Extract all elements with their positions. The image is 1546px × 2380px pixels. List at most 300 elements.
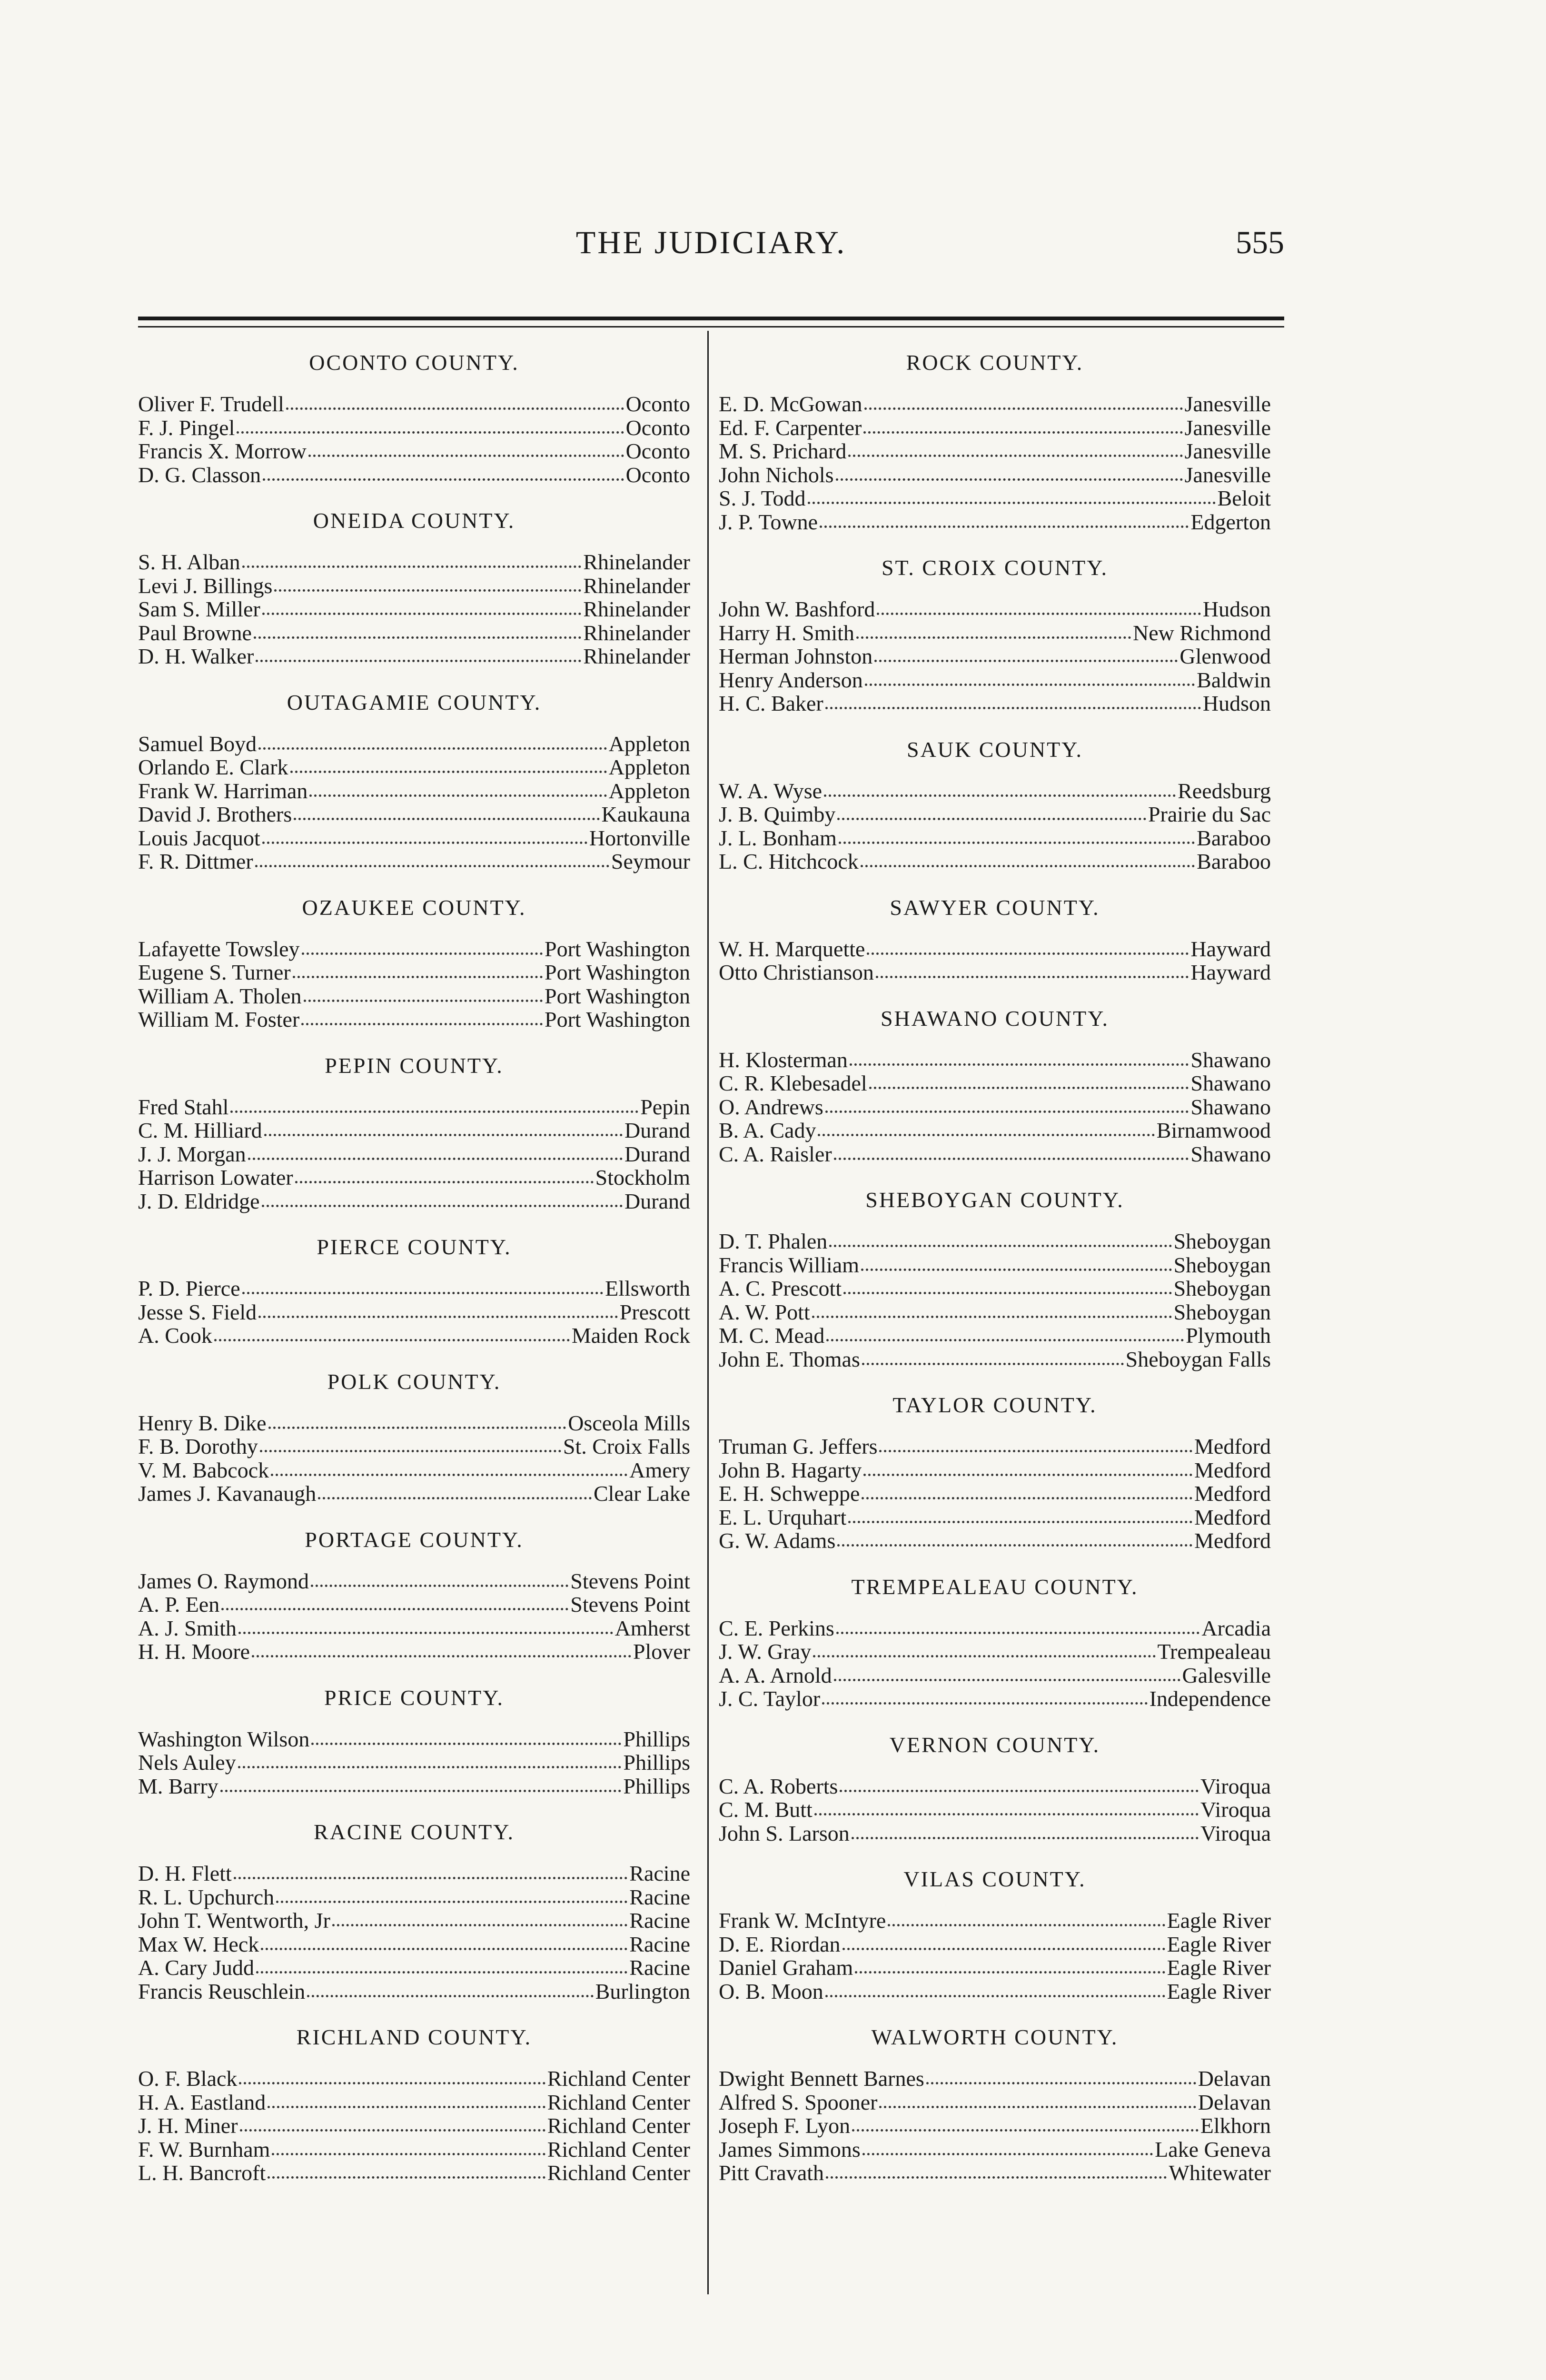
judge-name: Frank W. McIntyre (719, 1908, 886, 1933)
judge-residence: Oconto (625, 415, 690, 440)
dot-leader (814, 1813, 1199, 1815)
dot-leader (826, 1339, 1184, 1341)
judge-name: Samuel Boyd (138, 731, 257, 756)
judge-name: H. H. Moore (138, 1639, 250, 1664)
dot-leader (879, 2106, 1196, 2108)
judge-name: H. C. Baker (719, 691, 823, 715)
judge-residence: Sheboygan (1173, 1299, 1271, 1324)
judge-residence: Racine (629, 1884, 690, 1909)
dot-leader (824, 794, 1176, 797)
dot-leader (294, 818, 599, 820)
dot-leader (837, 1544, 1192, 1547)
judge-name: J. D. Eldridge (138, 1189, 260, 1213)
judge-name: Francis X. Morrow (138, 439, 307, 463)
dot-leader (874, 660, 1178, 662)
dot-leader (852, 1837, 1199, 1839)
judge-residence: Pepin (640, 1094, 690, 1119)
judge-entry (138, 645, 690, 668)
judge-name: C. M. Butt (719, 1797, 813, 1822)
column-divider (707, 331, 709, 2294)
judge-residence: Birnamwood (1156, 1118, 1271, 1142)
judge-entry (138, 1008, 690, 1031)
dot-leader (272, 2153, 545, 2155)
dot-leader (220, 1790, 622, 1792)
judge-name: J. J. Morgan (138, 1141, 246, 1166)
judge-name: O. Andrews (719, 1094, 823, 1119)
dot-leader (238, 1766, 622, 1768)
judge-residence: Medford (1194, 1434, 1271, 1458)
judge-entry (138, 1909, 690, 1933)
judge-entry (719, 597, 1271, 621)
judge-name: Herman Johnston (719, 644, 873, 668)
judge-entry (138, 1411, 690, 1435)
dot-leader (309, 794, 606, 797)
judge-entry (138, 1640, 690, 1664)
dot-leader (240, 2129, 545, 2132)
page-title: THE JUDICIARY. (575, 224, 847, 260)
judge-name: John S. Larson (719, 1821, 850, 1845)
dot-leader (869, 1087, 1189, 1089)
judge-residence: Medford (1194, 1528, 1271, 1553)
judge-residence: Sheboygan (1173, 1252, 1271, 1277)
judge-name: F. R. Dittmer (138, 849, 253, 873)
judge-residence: Stevens Point (570, 1568, 690, 1593)
judge-name: R. L. Upchurch (138, 1884, 275, 1909)
judge-entry (719, 2067, 1271, 2091)
judge-name: Alfred S. Spooner (719, 2090, 878, 2114)
judge-residence: Shawano (1190, 1094, 1271, 1119)
judge-name: H. Klosterman (719, 1047, 848, 1072)
judge-entry (719, 1980, 1271, 2003)
judge-entry (138, 2114, 690, 2138)
dot-leader (863, 1474, 1192, 1476)
county-heading: PEPIN COUNTY. (325, 1053, 504, 1078)
judge-residence: Janesville (1184, 392, 1271, 416)
judge-residence: Galesville (1182, 1663, 1271, 1687)
dot-leader (214, 1339, 570, 1341)
judge-entry (138, 1324, 690, 1348)
judge-entry (138, 1142, 690, 1166)
dot-leader (234, 1877, 628, 1879)
judge-residence: Rhinelander (583, 550, 690, 574)
judge-name: W. A. Wyse (719, 778, 823, 803)
judge-residence: Hayward (1190, 960, 1271, 984)
county-heading: RACINE COUNTY. (314, 1820, 515, 1844)
judge-entry (138, 1956, 690, 1980)
dot-leader (254, 636, 581, 639)
judge-name: W. H. Marquette (719, 936, 865, 961)
dot-leader (304, 1000, 543, 1002)
county-section (719, 984, 1271, 1166)
judge-name: Dwight Bennett Barnes (719, 2066, 924, 2091)
county-heading: TREMPEALEAU COUNTY. (851, 1574, 1139, 1599)
judge-residence: Elkhorn (1200, 2113, 1271, 2138)
judge-residence: Sheboygan Falls (1125, 1347, 1271, 1371)
judge-entry (138, 937, 690, 961)
judge-name: F. B. Dorothy (138, 1434, 258, 1458)
dot-leader (293, 976, 543, 978)
judge-entry (138, 1933, 690, 1956)
dot-leader (262, 842, 587, 844)
judge-name: John T. Wentworth, Jr (138, 1908, 330, 1933)
county-heading: ST. CROIX COUNTY. (881, 555, 1109, 580)
dot-leader (302, 952, 543, 955)
judge-entry (138, 1885, 690, 1909)
county-heading: SAUK COUNTY. (907, 737, 1083, 762)
dot-leader (301, 1023, 543, 1025)
judge-residence: Hortonville (589, 825, 690, 850)
judge-entry (719, 621, 1271, 645)
dot-leader (834, 1679, 1180, 1681)
judge-name: Daniel Graham (719, 1955, 853, 1980)
judge-residence: Eagle River (1167, 1955, 1271, 1980)
county-section (719, 328, 1271, 534)
judge-residence: Stockholm (595, 1165, 690, 1190)
judge-residence: Hudson (1202, 597, 1271, 621)
judge-entry (719, 1933, 1271, 1956)
dot-leader (261, 1948, 627, 1950)
dot-leader (256, 660, 581, 662)
dot-leader (861, 865, 1195, 867)
judge-name: A. P. Een (138, 1592, 220, 1616)
judge-entry (719, 1095, 1271, 1119)
judge-residence: Beloit (1217, 486, 1271, 510)
judge-name: J. L. Bonham (719, 825, 837, 850)
judge-name: Max W. Heck (138, 1932, 259, 1956)
judge-name: D. G. Classon (138, 462, 261, 487)
judge-entry (138, 1190, 690, 1213)
judge-entry (138, 416, 690, 440)
judge-name: O. B. Moon (719, 1979, 823, 2003)
judge-entry (138, 1569, 690, 1593)
judge-name: A. A. Arnold (719, 1663, 832, 1687)
judge-name: A. J. Smith (138, 1616, 237, 1640)
judge-name: C. R. Klebesadel (719, 1071, 867, 1095)
county-section (138, 668, 690, 873)
judge-residence: Rhinelander (583, 573, 690, 598)
county-heading: ONEIDA COUNTY. (313, 508, 515, 533)
judge-name: Otto Christianson (719, 960, 874, 984)
judge-entry (138, 439, 690, 463)
judge-name: John W. Bashford (719, 597, 875, 621)
judge-entry (138, 1593, 690, 1616)
judge-name: Nels Auley (138, 1750, 236, 1775)
county-heading: ROCK COUNTY. (906, 350, 1084, 375)
judge-entry (138, 1862, 690, 1885)
page-number: 555 (1236, 224, 1284, 260)
judge-name: Francis Reuschlein (138, 1979, 306, 2003)
county-section (138, 1031, 690, 1213)
judge-entry (719, 1458, 1271, 1482)
dot-leader (888, 1924, 1165, 1926)
dot-leader (862, 1363, 1124, 1365)
judge-entry (719, 1253, 1271, 1277)
county-section (138, 1348, 690, 1506)
dot-leader (311, 1743, 621, 1745)
dot-leader (318, 1497, 592, 1499)
judge-name: E. L. Urquhart (719, 1505, 847, 1529)
judge-name: John E. Thomas (719, 1347, 860, 1371)
judge-entry (719, 1664, 1271, 1687)
dot-leader (862, 2153, 1153, 2155)
county-heading: SAWYER COUNTY. (890, 895, 1100, 920)
judge-entry (138, 1458, 690, 1482)
judge-name: C. A. Raisler (719, 1141, 832, 1166)
judge-name: O. F. Black (138, 2066, 238, 2091)
judge-residence: Durand (624, 1141, 690, 1166)
judge-entry (719, 1775, 1271, 1798)
judge-residence: Racine (629, 1932, 690, 1956)
judge-name: Oliver F. Trudell (138, 392, 284, 416)
county-heading: SHEBOYGAN COUNTY. (865, 1188, 1124, 1212)
judge-name: D. H. Walker (138, 644, 254, 668)
judge-residence: Medford (1194, 1481, 1271, 1506)
county-heading: PRICE COUNTY. (324, 1685, 505, 1710)
judge-name: John Nichols (719, 462, 834, 487)
dot-leader (812, 1316, 1172, 1318)
judge-entry (719, 463, 1271, 487)
dot-leader (332, 1924, 627, 1926)
judge-name: James J. Kavanaugh (138, 1481, 317, 1506)
dot-leader (248, 1158, 623, 1160)
dot-leader (825, 1995, 1165, 1997)
judge-residence: Rhinelander (583, 597, 690, 621)
judge-entry (719, 1435, 1271, 1458)
judge-residence: Sheboygan (1173, 1229, 1271, 1253)
judge-entry (138, 961, 690, 984)
county-section (138, 1506, 690, 1664)
judge-residence: St. Croix Falls (563, 1434, 690, 1458)
dot-leader (256, 1971, 627, 1973)
dot-leader (307, 1995, 593, 1997)
dot-leader (840, 1790, 1199, 1792)
judge-entry (719, 1640, 1271, 1664)
dot-leader (286, 407, 624, 410)
judge-residence: Richland Center (547, 2161, 690, 2185)
county-section (138, 1664, 690, 1798)
county-heading: VERNON COUNTY. (889, 1732, 1100, 1757)
county-heading: RICHLAND COUNTY. (296, 2025, 532, 2049)
judge-entry (719, 1048, 1271, 1072)
judge-name: John B. Hagarty (719, 1458, 862, 1482)
judge-residence: Hayward (1190, 936, 1271, 961)
judge-residence: Burlington (595, 1979, 690, 2003)
county-heading: POLK COUNTY. (327, 1369, 501, 1394)
judge-name: Levi J. Billings (138, 573, 273, 598)
judge-residence: Appleton (608, 731, 690, 756)
judge-name: V. M. Babcock (138, 1458, 269, 1482)
judge-entry (138, 2138, 690, 2162)
judge-entry (138, 2091, 690, 2114)
judge-name: William M. Foster (138, 1007, 300, 1031)
judge-name: C. E. Perkins (719, 1616, 834, 1640)
county-section (719, 534, 1271, 715)
county-section (719, 1845, 1271, 2003)
dot-leader (252, 1655, 631, 1657)
right-column (719, 328, 1271, 2185)
judge-entry (138, 1482, 690, 1506)
judge-entry (138, 392, 690, 416)
judge-entry (719, 692, 1271, 715)
judge-residence: Delavan (1198, 2090, 1271, 2114)
dot-leader (242, 1292, 603, 1294)
judge-entry (138, 574, 690, 598)
judge-residence: Ellsworth (605, 1276, 690, 1300)
dot-leader (850, 1063, 1189, 1066)
dot-leader (813, 1655, 1155, 1657)
dot-leader (843, 1292, 1171, 1294)
judge-entry (138, 1277, 690, 1300)
judge-entry (719, 510, 1271, 534)
county-section (138, 873, 690, 1031)
judge-residence: Amherst (614, 1616, 690, 1640)
judge-entry (719, 1822, 1271, 1845)
county-heading: PORTAGE COUNTY. (305, 1527, 524, 1552)
judge-residence: Racine (629, 1955, 690, 1980)
judge-entry (719, 1529, 1271, 1553)
judge-name: Francis William (719, 1252, 859, 1277)
judge-entry (138, 984, 690, 1008)
county-heading: OUTAGAMIE COUNTY. (287, 690, 542, 714)
judge-name: S. J. Todd (719, 486, 806, 510)
county-section (138, 486, 690, 668)
judge-residence: Eagle River (1167, 1932, 1271, 1956)
judge-residence: Trempealeau (1157, 1639, 1271, 1664)
judge-entry (719, 961, 1271, 984)
judge-name: Fred Stahl (138, 1094, 229, 1119)
dot-leader (308, 455, 624, 457)
county-section (719, 1371, 1271, 1553)
dot-leader (836, 1632, 1200, 1634)
judge-residence: Richland Center (547, 2090, 690, 2114)
dot-leader (221, 1608, 568, 1610)
judge-entry (719, 779, 1271, 803)
judge-entry (719, 1300, 1271, 1324)
judge-entry (138, 1435, 690, 1458)
judge-residence: Richland Center (547, 2066, 690, 2091)
dot-leader (237, 431, 624, 434)
judge-residence: Maiden Rock (571, 1323, 690, 1348)
judge-name: L. H. Bancroft (138, 2161, 266, 2185)
judge-entry (719, 439, 1271, 463)
county-section (719, 1166, 1271, 1371)
judge-entry (138, 550, 690, 574)
judge-residence: Eagle River (1167, 1908, 1271, 1933)
judge-residence: Durand (624, 1118, 690, 1142)
dot-leader (268, 2106, 545, 2108)
judge-entry (138, 826, 690, 850)
dot-leader (848, 1521, 1192, 1523)
judge-residence: Lake Geneva (1155, 2137, 1271, 2162)
header-rule-thin (138, 326, 1284, 327)
dot-leader (877, 613, 1200, 615)
county-section (138, 328, 690, 486)
dot-leader (311, 1585, 568, 1587)
judge-residence: Arcadia (1201, 1616, 1271, 1640)
judge-residence: Plover (633, 1639, 690, 1664)
judge-residence: Rhinelander (583, 620, 690, 645)
judge-residence: Shawano (1190, 1047, 1271, 1072)
left-column (138, 328, 690, 2185)
county-section (719, 1711, 1271, 1845)
judge-name: Harry H. Smith (719, 620, 854, 645)
judge-residence: Janesville (1184, 462, 1271, 487)
county-heading: PIERCE COUNTY. (317, 1235, 512, 1259)
judge-name: J. P. Towne (719, 509, 818, 534)
judge-name: A. Cook (138, 1323, 212, 1348)
judge-name: Henry Anderson (719, 667, 863, 692)
judge-name: L. C. Hitchcock (719, 849, 859, 873)
judge-name: Eugene S. Turner (138, 960, 291, 984)
judge-name: A. C. Prescott (719, 1276, 842, 1300)
judge-residence: Stevens Point (570, 1592, 690, 1616)
judge-residence: Hudson (1202, 691, 1271, 715)
judge-residence: Racine (629, 1861, 690, 1885)
dot-leader (818, 1134, 1154, 1136)
county-section (719, 1553, 1271, 1711)
county-section (138, 1798, 690, 2003)
county-section (138, 1213, 690, 1348)
judge-name: Washington Wilson (138, 1726, 310, 1751)
judge-entry (138, 2067, 690, 2091)
judge-residence: Reedsburg (1178, 778, 1271, 803)
judge-entry (719, 416, 1271, 440)
judge-residence: Medford (1194, 1505, 1271, 1529)
judge-entry (138, 1616, 690, 1640)
judge-name: Henry B. Dike (138, 1410, 267, 1435)
judge-entry (719, 2161, 1271, 2185)
judge-name: M. C. Mead (719, 1323, 825, 1348)
dot-leader (842, 1948, 1165, 1950)
judge-residence: Richland Center (547, 2137, 690, 2162)
county-heading: VILAS COUNTY. (903, 1867, 1086, 1891)
county-heading: OZAUKEE COUNTY. (302, 895, 526, 920)
dot-leader (263, 478, 624, 481)
dot-leader (825, 707, 1201, 709)
dot-leader (837, 818, 1146, 820)
judge-entry (138, 732, 690, 756)
judge-entry (719, 2138, 1271, 2162)
judge-name: J. H. Miner (138, 2113, 238, 2138)
judge-entry (719, 1277, 1271, 1300)
judge-residence: Plymouth (1186, 1323, 1271, 1348)
dot-leader (864, 407, 1183, 410)
judge-entry (138, 850, 690, 873)
judge-name: Pitt Cravath (719, 2161, 824, 2185)
dot-leader (268, 1427, 566, 1429)
judge-name: D. H. Flett (138, 1861, 232, 1885)
judge-residence: Port Washington (545, 1007, 690, 1031)
judge-residence: Oconto (625, 439, 690, 463)
judge-name: Jesse S. Field (138, 1299, 257, 1324)
judge-residence: Whitewater (1169, 2161, 1271, 2185)
judge-entry (138, 1775, 690, 1798)
dot-leader (852, 2129, 1199, 2132)
dot-leader (825, 1111, 1189, 1113)
dot-leader (258, 1316, 618, 1318)
judge-name: D. T. Phalen (719, 1229, 828, 1253)
judge-entry (719, 486, 1271, 510)
judge-entry (719, 937, 1271, 961)
judge-name: A. W. Pott (719, 1299, 810, 1324)
judge-residence: Delavan (1198, 2066, 1271, 2091)
judge-name: B. A. Cady (719, 1118, 816, 1142)
judge-residence: Glenwood (1179, 644, 1271, 668)
judge-residence: Port Washington (545, 936, 690, 961)
page-header (138, 224, 1284, 276)
judge-residence: Eagle River (1167, 1979, 1271, 2003)
judge-entry (138, 755, 690, 779)
